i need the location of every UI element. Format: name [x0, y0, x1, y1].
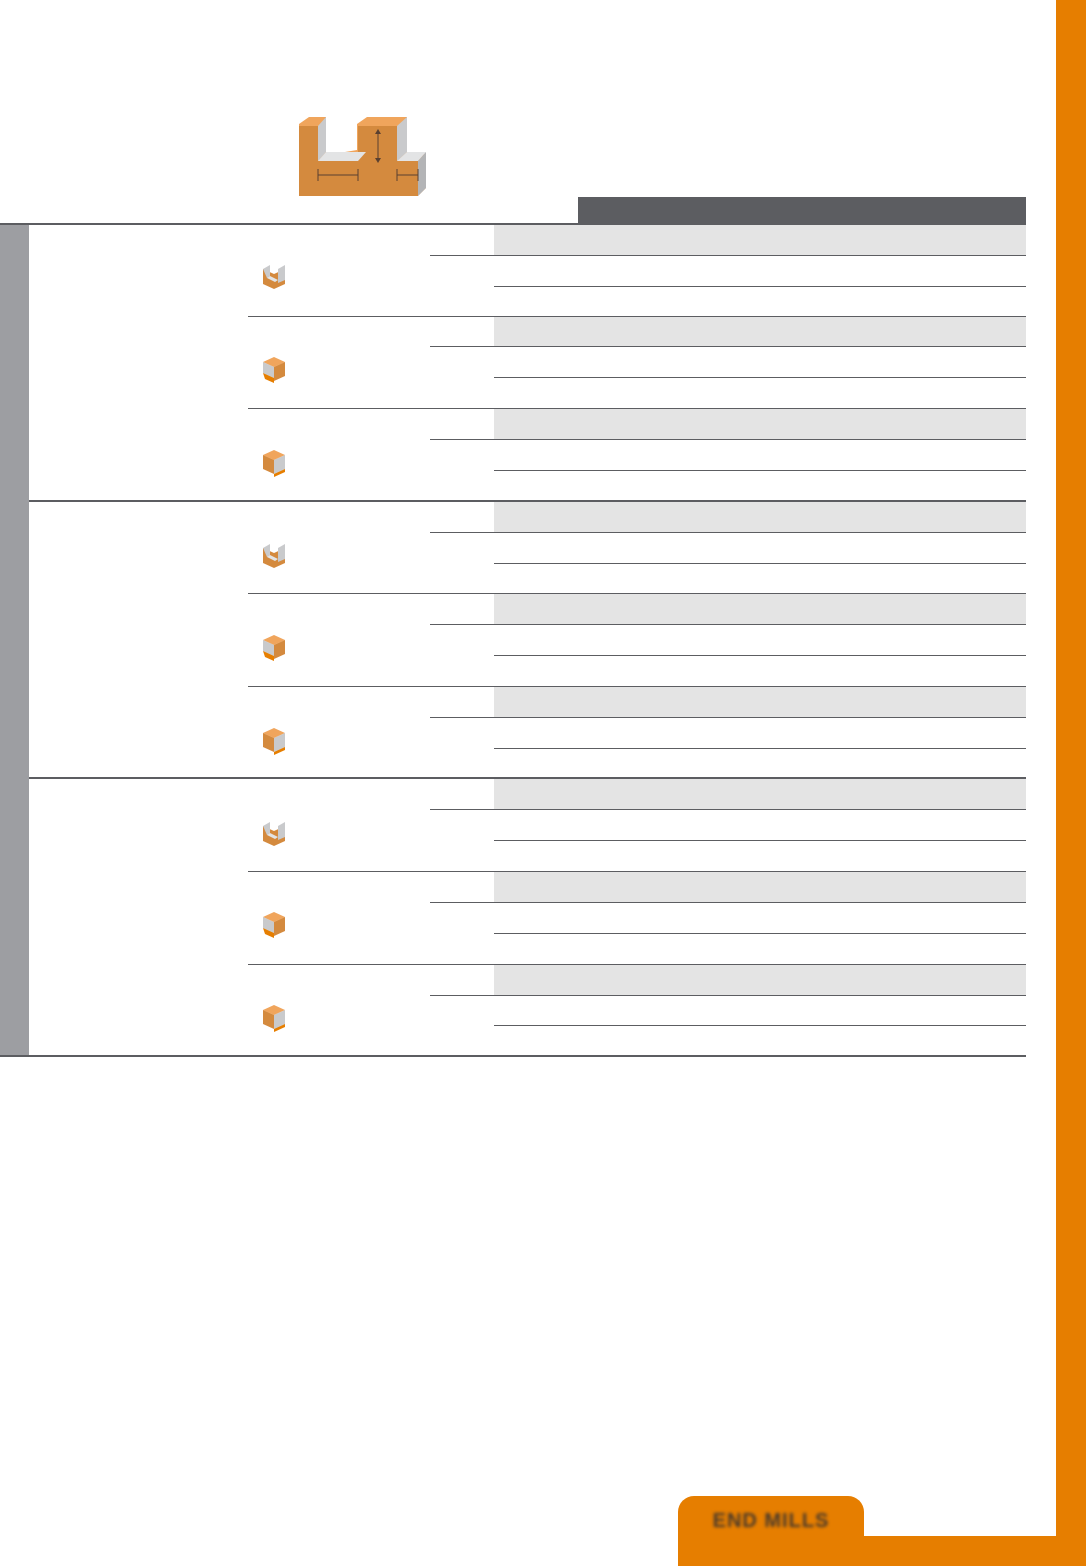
- shaded-row: [494, 872, 1026, 902]
- row-rule: [494, 563, 1026, 564]
- row-rule: [494, 286, 1026, 287]
- three-face-slot-icon: [261, 261, 287, 289]
- row-rule: [430, 809, 1026, 810]
- shaded-row: [494, 502, 1026, 532]
- row-rule: [430, 532, 1026, 533]
- row-rule: [430, 255, 1026, 256]
- table-header-bar: [578, 197, 1026, 223]
- row-rule: [430, 995, 1026, 996]
- one-face-flat-icon: [261, 1004, 287, 1032]
- bottom-corner-cutout: [864, 1476, 1056, 1536]
- shaded-row: [494, 317, 1026, 346]
- row-rule: [430, 624, 1026, 625]
- row-rule: [494, 377, 1026, 378]
- row-rule: [430, 346, 1026, 347]
- table-bottom-rule: [0, 1055, 1026, 1057]
- section-tab: [678, 1496, 864, 1566]
- shaded-row: [494, 779, 1026, 809]
- shaded-row: [494, 594, 1026, 624]
- section-tab-label: END MILLS: [712, 1510, 830, 1532]
- one-face-flat-icon: [261, 449, 287, 477]
- row-rule: [494, 655, 1026, 656]
- shaded-row: [494, 965, 1026, 995]
- row-rule: [430, 902, 1026, 903]
- row-rule: [494, 933, 1026, 934]
- one-face-flat-icon: [261, 727, 287, 755]
- bottom-edge-bar: [864, 1536, 1086, 1566]
- row-rule: [494, 748, 1026, 749]
- shaded-row: [494, 409, 1026, 439]
- shaded-row: [494, 687, 1026, 717]
- right-edge-bar: [1056, 0, 1086, 1566]
- row-rule: [430, 717, 1026, 718]
- row-rule: [494, 840, 1026, 841]
- sidebar-column: [0, 225, 29, 1056]
- two-face-step-icon: [261, 911, 287, 939]
- two-face-step-icon: [261, 356, 287, 384]
- row-rule: [494, 470, 1026, 471]
- shaded-row: [494, 225, 1026, 255]
- two-face-step-icon: [261, 634, 287, 662]
- three-face-slot-icon: [261, 540, 287, 568]
- three-face-slot-icon: [261, 818, 287, 846]
- row-rule: [494, 1025, 1026, 1026]
- row-rule: [430, 439, 1026, 440]
- slot-dimension-icon: [296, 116, 428, 198]
